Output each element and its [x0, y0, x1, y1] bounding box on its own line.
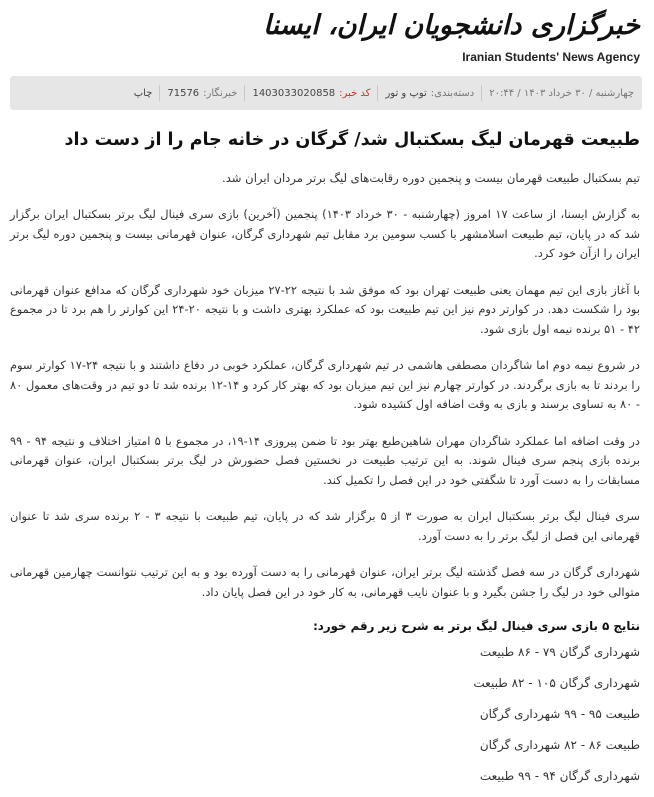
- print-link[interactable]: چاپ: [133, 87, 153, 99]
- article-paragraph: به گزارش ایسنا، از ساعت ۱۷ امروز (چهارشنبه - ۳۰ خرداد ۱۴۰۳) پنجمین (آخرین) بازی سری فینال لیگ برتر بسکتبال ایران برگزار شد که در پایان، تیم طبیعت اسلامشهر با کسب سومین برد مقابل تیم شهرداری گرگان، عنوان قهرمانی بیست و پنجمین دوره لیگ برتر ایران را ازآن خود کرد.: [10, 207, 640, 260]
- article-lead: تیم بسکتبال طبیعت قهرمان بیست و پنجمین دوره رقابت‌های لیگ برتر مردان ایران شد.: [222, 171, 640, 185]
- result-item: طبیعت ۹۵ - ۹۹ شهرداری گرگان: [479, 707, 640, 721]
- logo-persian-text: خبرگزاری دانشجویان ایران، ایسنا: [263, 10, 640, 41]
- article-paragraph: سری فینال لیگ برتر بسکتبال ایران به صورت ۳ از ۵ برگزار شد که در پایان، تیم طبیعت با نتیجه ۳ - ۲ برنده سری شد تا عنوان قهرمانی این فصل از لیگ برتر را به دست آورد.: [10, 509, 640, 543]
- meta-divider: [377, 85, 378, 101]
- result-item: شهرداری گرگان ۹۴ - ۹۹ طبیعت: [479, 769, 640, 783]
- article-content: [10, 124, 640, 797]
- meta-divider: [244, 85, 245, 101]
- news-code-label: کد خبر:: [339, 87, 371, 99]
- category-value[interactable]: توپ و تور: [385, 87, 427, 99]
- reporter-value: 71576: [167, 87, 200, 99]
- results-heading: نتایج ۵ بازی سری فینال لیگ برتر به شرح زیر رقم خورد:: [313, 619, 640, 633]
- article-paragraph: در شروع نیمه دوم اما شاگردان مصطفی هاشمی در تیم شهرداری گرگان، عملکرد خوبی در دفاع داشتند و با نتیجه ۲۴-۱۷ کوارتر سوم را بردند تا به بازی برگردند. در کوارتر چهارم نیز این تیم میزبان بود که بهتر کار کرد و ۱۴-۱۲ برنده شد تا دو تیم در وقت‌های معمول ۸۰ - ۸۰ به تساوی برسند و بازی به وقت اضافه اول کشیده شود.: [10, 358, 640, 411]
- results-list: [10, 642, 640, 786]
- publish-date: چهارشنبه / ۳۰ خرداد ۱۴۰۳ / ۲۰:۴۴: [489, 87, 634, 99]
- site-logo[interactable]: [263, 8, 640, 64]
- article-meta-bar: [10, 76, 642, 110]
- article-paragraph: با آغاز بازی این تیم مهمان یعنی طبیعت تهران بود که موفق شد با نتیجه ۲۲-۲۷ میزبان خود شهرداری گرگان که مدافع عنوان قهرمانی بود را شکست دهد. در کوارتر دوم نیز این تیم طبیعت بود که عملکرد بهتری داشت و با نتیجه ۲۰-۲۴ این کوارتر را هم برد تا در مجموع ۴۲ - ۵۱ برنده نیمه اول بازی شود.: [10, 282, 640, 336]
- site-header: [0, 0, 654, 72]
- result-item: شهرداری گرگان ۷۹ - ۸۶ طبیعت: [479, 645, 640, 659]
- logo-english-text: Iranian Students' News Agency: [462, 50, 640, 64]
- category-label: دسته‌بندی:: [430, 87, 475, 99]
- news-code-value: 1403033020858: [252, 87, 336, 99]
- reporter-label: خبرنگار:: [203, 87, 238, 99]
- result-item: طبیعت ۸۶ - ۸۲ شهرداری گرگان: [479, 738, 640, 752]
- article-title: طبیعت قهرمان لیگ بسکتبال شد/ گرگان در خانه جام را از دست داد: [64, 130, 640, 150]
- article-paragraph: در وقت اضافه اما عملکرد شاگردان مهران شاهین‌طبع بهتر بود تا ضمن پیروزی ۱۴-۱۹، در مجموع با ۵ امتیاز اختلاف و نتیجه ۹۴ - ۹۹ برنده بازی پنجم سری فینال شوند. به این ترتیب طبیعت در نخستین فصل حضورش در لیگ برتر بسکتبال ایران، عنوان قهرمانی مسابقات را به دست آورد تا شگفتی خود در این فصل را تکمیل کند.: [10, 433, 640, 487]
- meta-divider: [481, 85, 482, 101]
- article-paragraph: شهرداری گرگان در سه فصل گذشته لیگ برتر ایران، عنوان قهرمانی را به دست آورده بود و به این ترتیب نتوانست چهارمین قهرمانی متوالی خود در لیگ را جشن بگیرد و با عنوان نایب قهرمانی، به کار خود در این فصل پایان داد.: [10, 565, 640, 599]
- meta-divider: [159, 85, 160, 101]
- result-item: شهرداری گرگان ۱۰۵ - ۸۲ طبیعت: [473, 676, 640, 690]
